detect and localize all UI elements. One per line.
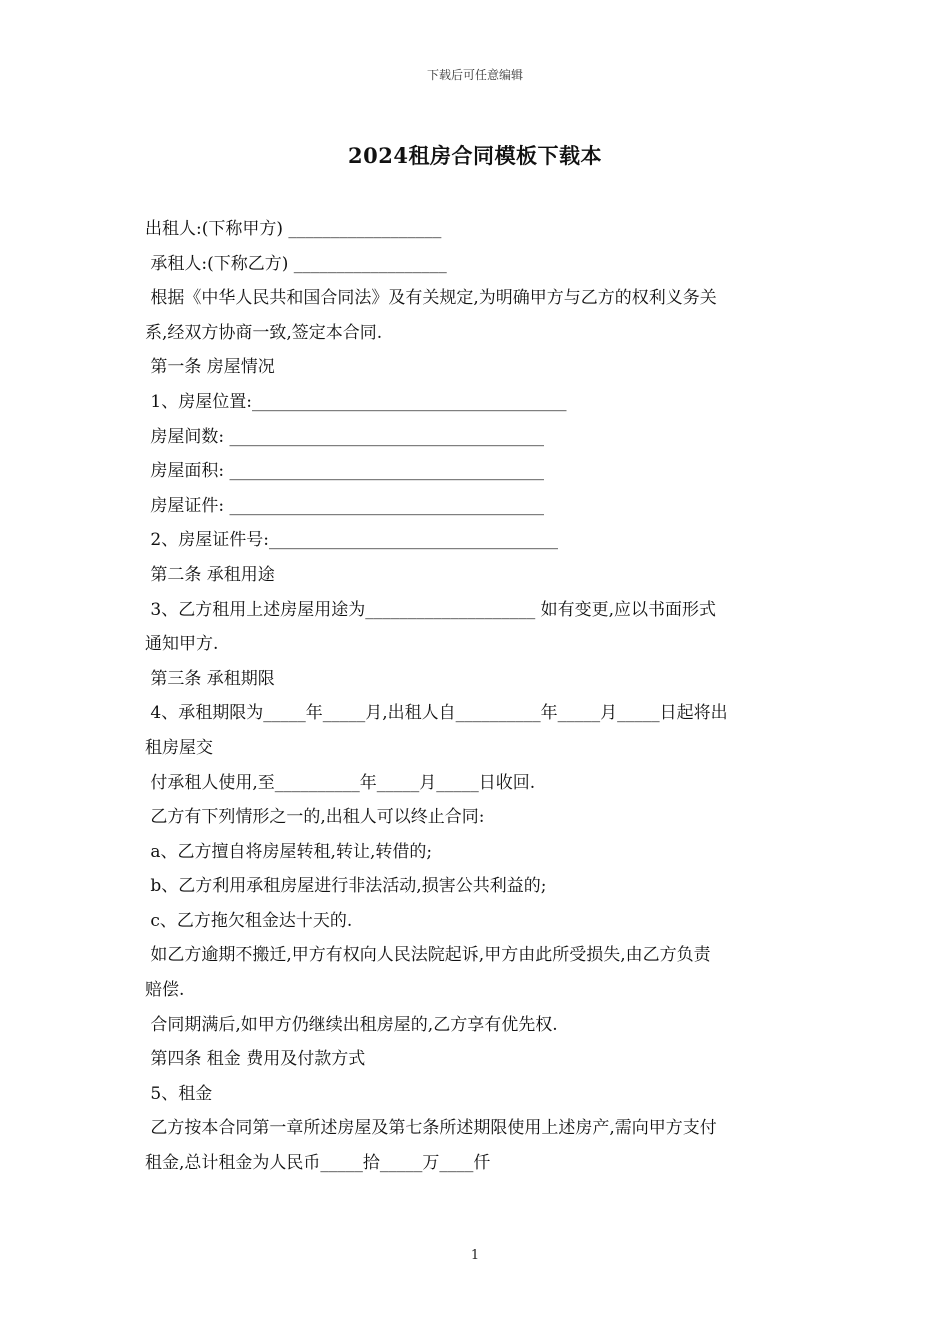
body-line: 乙方有下列情形之一的,出租人可以终止合同: xyxy=(145,807,485,828)
body-line: b、乙方利用承租房屋进行非法活动,损害公共利益的; xyxy=(145,876,547,897)
body-line: 房屋证件: _____________________________________ xyxy=(145,495,545,516)
body-line: 第三条 承租期限 xyxy=(145,668,275,689)
body-line: c、乙方拖欠租金达十天的. xyxy=(145,910,353,931)
body-line: 通知甲方. xyxy=(145,634,219,655)
header-note: 下载后可任意编辑 xyxy=(426,68,523,82)
body-line: 乙方按本合同第一章所述房屋及第七条所述期限使用上述房产,需向甲方支付 xyxy=(145,1118,717,1139)
body-line: 房屋间数: _____________________________________ xyxy=(145,426,545,447)
body-line: 出租人:(下称甲方) __________________ xyxy=(145,219,442,239)
body-line: a、乙方擅自将房屋转租,转让,转借的; xyxy=(145,841,433,862)
body-line: 付承租人使用,至__________年_____月_____日收回. xyxy=(145,772,536,793)
document-body xyxy=(145,212,810,1181)
body-line: 1、房屋位置:_____________________________________ xyxy=(145,391,567,412)
body-line: 5、租金 xyxy=(145,1083,213,1104)
body-line: 租房屋交 xyxy=(145,737,213,758)
body-line: 房屋面积: _____________________________________ xyxy=(145,461,545,482)
document-title: 2024租房合同模板下载本 xyxy=(348,143,602,168)
body-line: 如乙方逾期不搬迁,甲方有权向人民法院起诉,甲方由此所受损失,由乙方负责 xyxy=(145,945,711,966)
body-line: 系,经双方协商一致,签定本合同. xyxy=(145,322,383,343)
body-line: 2、房屋证件号:__________________________________ xyxy=(145,530,558,551)
body-line: 4、承租期限为_____年_____月,出租人自__________年_____月_____日起将出 xyxy=(145,703,728,724)
body-line: 根据《中华人民共和国合同法》及有关规定,为明确甲方与乙方的权利义务关 xyxy=(145,288,717,309)
body-line: 合同期满后,如甲方仍继续出租房屋的,乙方享有优先权. xyxy=(145,1014,558,1035)
body-line: 赔偿. xyxy=(145,980,185,1001)
body-line: 第二条 承租用途 xyxy=(145,564,275,585)
body-line: 租金,总计租金为人民币_____拾_____万____仟 xyxy=(145,1153,491,1174)
body-line: 3、乙方租用上述房屋用途为____________________ 如有变更,应以书面形式 xyxy=(145,599,717,620)
body-line: 第四条 租金 费用及付款方式 xyxy=(145,1049,366,1070)
body-line: 承租人:(下称乙方) __________________ xyxy=(145,253,447,274)
page-number: 1 xyxy=(470,1248,480,1263)
body-line: 第一条 房屋情况 xyxy=(145,357,275,378)
